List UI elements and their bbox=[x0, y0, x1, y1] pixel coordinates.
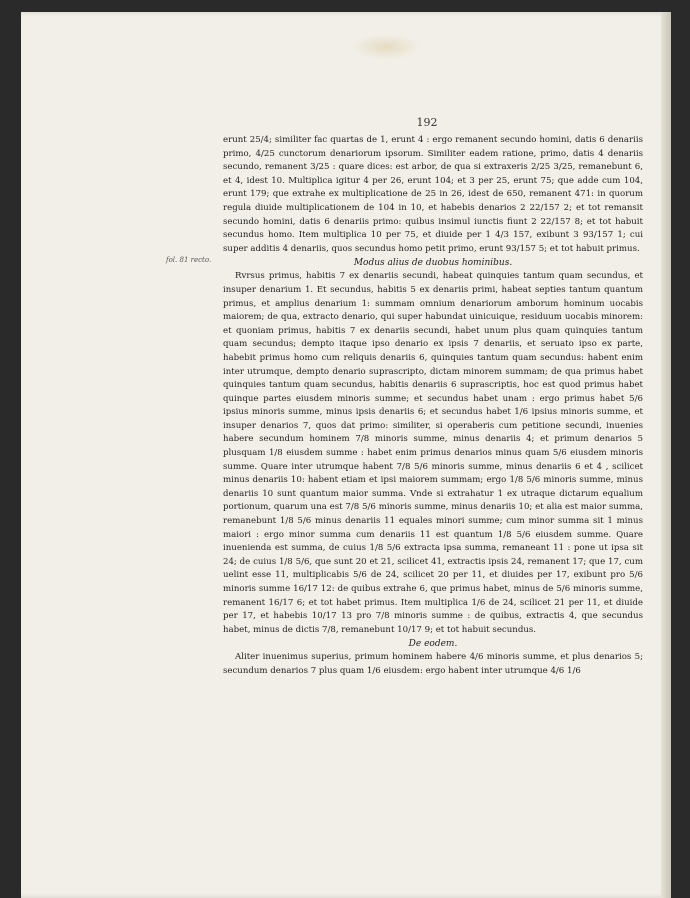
section-heading: Modus alius de duobus hominibus. bbox=[353, 258, 513, 269]
paper-stain bbox=[351, 34, 421, 60]
paragraph: Aliter inuenimus superius, primum hominem habere 4/6 minoris summe, et plus denarios 5; secundum denarios 7 plus quam 1/6 eiusdem: ergo habent inter utrumque 4/6 1/6 bbox=[223, 652, 643, 676]
page-number: 192 bbox=[416, 116, 438, 129]
margin-note: fol. 81 recto. bbox=[166, 256, 212, 264]
section-heading: De eodem. bbox=[408, 639, 458, 650]
paragraph: erunt 25/4; similiter fac quartas de 1, erunt 4 : ergo remanent secundo homini, datis 6 denariis primo, 4/25 cunctorum denariorum ipsorum. Similiter eadem ratione, primo, datis 4 denariis secundo, remanent 3/25 : quare dices: est arbor, de qua si extraxeris 2/25 3/25, remanebunt 6, et 4, idest 10. Multiplica igitur 4 per 26, erunt 104; et 3 per 25, erunt 75; que adde cum 104, erunt 179; que extrahe ex multiplicatione de 25 in 26, idest de 650, remanent 471: in quorum regula diuide multiplicationem de 104 in 10, et habebis denarios 2 22/157 2; et tot remansit secundo homini, datis 6 denariis primo: quibus insimul iunctis fiunt 2 22/157 8; et tot habuit secundus homo. Item multiplica 10 per 75, et diuide per 1 4/3 157, exibunt 3 93/157 1; cui super additis 4 denariis, quos secundus homo petit primo, erunt 93/157 5; et tot habuit primus. bbox=[223, 135, 643, 254]
page-spine-shadow bbox=[661, 12, 671, 898]
book-page bbox=[21, 12, 671, 898]
text-body bbox=[223, 134, 643, 679]
paragraph: Rvrsus primus, habitis 7 ex denariis secundi, habeat quinquies tantum quam secundus, et insuper denarium 1. Et secundus, habitis 5 ex denariis primi, habeat septies tantum quantum primus, et amplius denarium 1: summam omnium denariorum amborum hominum uocabis maiorem; de qua, extracto denario, qui super habundat uinicuique, residuum uocabis minorem: et quoniam primus, habitis 7 ex denariis secundi, habet unum plus quam quinquies tantum quam secundus; dempto itaque ipso denario ex ipsis 7 denariis, et seruato ipso ex parte, habebit primus homo cum reliquis denariis 6, quinquies tantum quam secundus: habent enim inter utrumque, dempto denario suprascripto, dictam minorem summam; de qua primus habet quinquies tantum quam secundus, habitis denariis 6 suprascriptis, hoc est quod primus habet quinque partes eiusdem minoris summe; et secundus habet unam : ergo primus habet 5/6 ipsius minoris summe, minus ipsis denariis 6; et secundus habet 1/6 ipsius minoris summe, et insuper denarios 7, quos dat primo: similiter, si operaberis cum petitione secundi, inuenies habere secundum hominem 7/8 minoris summe, minus denariis 4; et primum denarios 5 plusquam 1/8 eiusdem summe : habet enim primus denarios minus quam 5/6 eiusdem minoris summe. Quare inter utrumque habent 7/8 5/6 minoris summe, minus denariis 6 et 4 , scilicet minus denariis 10: habent etiam et ipsi maiorem summam; ergo 1/8 5/6 minoris summe, minus denariis 10 sunt quantum maior summa. Vnde si extrahatur 1 ex utraque dictarum equalium portionum, quarum una est 7/8 5/6 minoris summe, minus denariis 10; et alia est maior summa, remanebunt 1/8 5/6 minus denariis 11 equales minori summe; cum minor summa sit 1 minus maiori : ergo minor summa cum denariis 11 est quantum 1/8 5/6 eiusdem summe. Quare inuenienda est summa, de cuius 1/8 5/6 extracta ipsa summa, remaneant 11 : pone ut ipsa sit 24; de cuius 1/8 5/6, que sunt 20 et 21, scilicet 41, extractis ipsis 24, remanent 17; que 17, cum uelint esse 11, multiplicabis 5/6 de 24, scilicet 20 per 11, et diuides per 17, exibunt pro 5/6 minoris summe 16/17 12: de quibus extrahe 6, que primus habet, minus de 5/6 minoris summe, remanent 16/17 6; et tot habet primus. Item multiplica 1/6 de 24, scilicet 21 per 11, et diuide per 17, et habebis 10/17 13 pro 7/8 minoris summe : de quibus, extractis 4, que secundus habet, minus de dictis 7/8, remanebunt 10/17 9; et tot habuit secundus. bbox=[223, 271, 643, 635]
